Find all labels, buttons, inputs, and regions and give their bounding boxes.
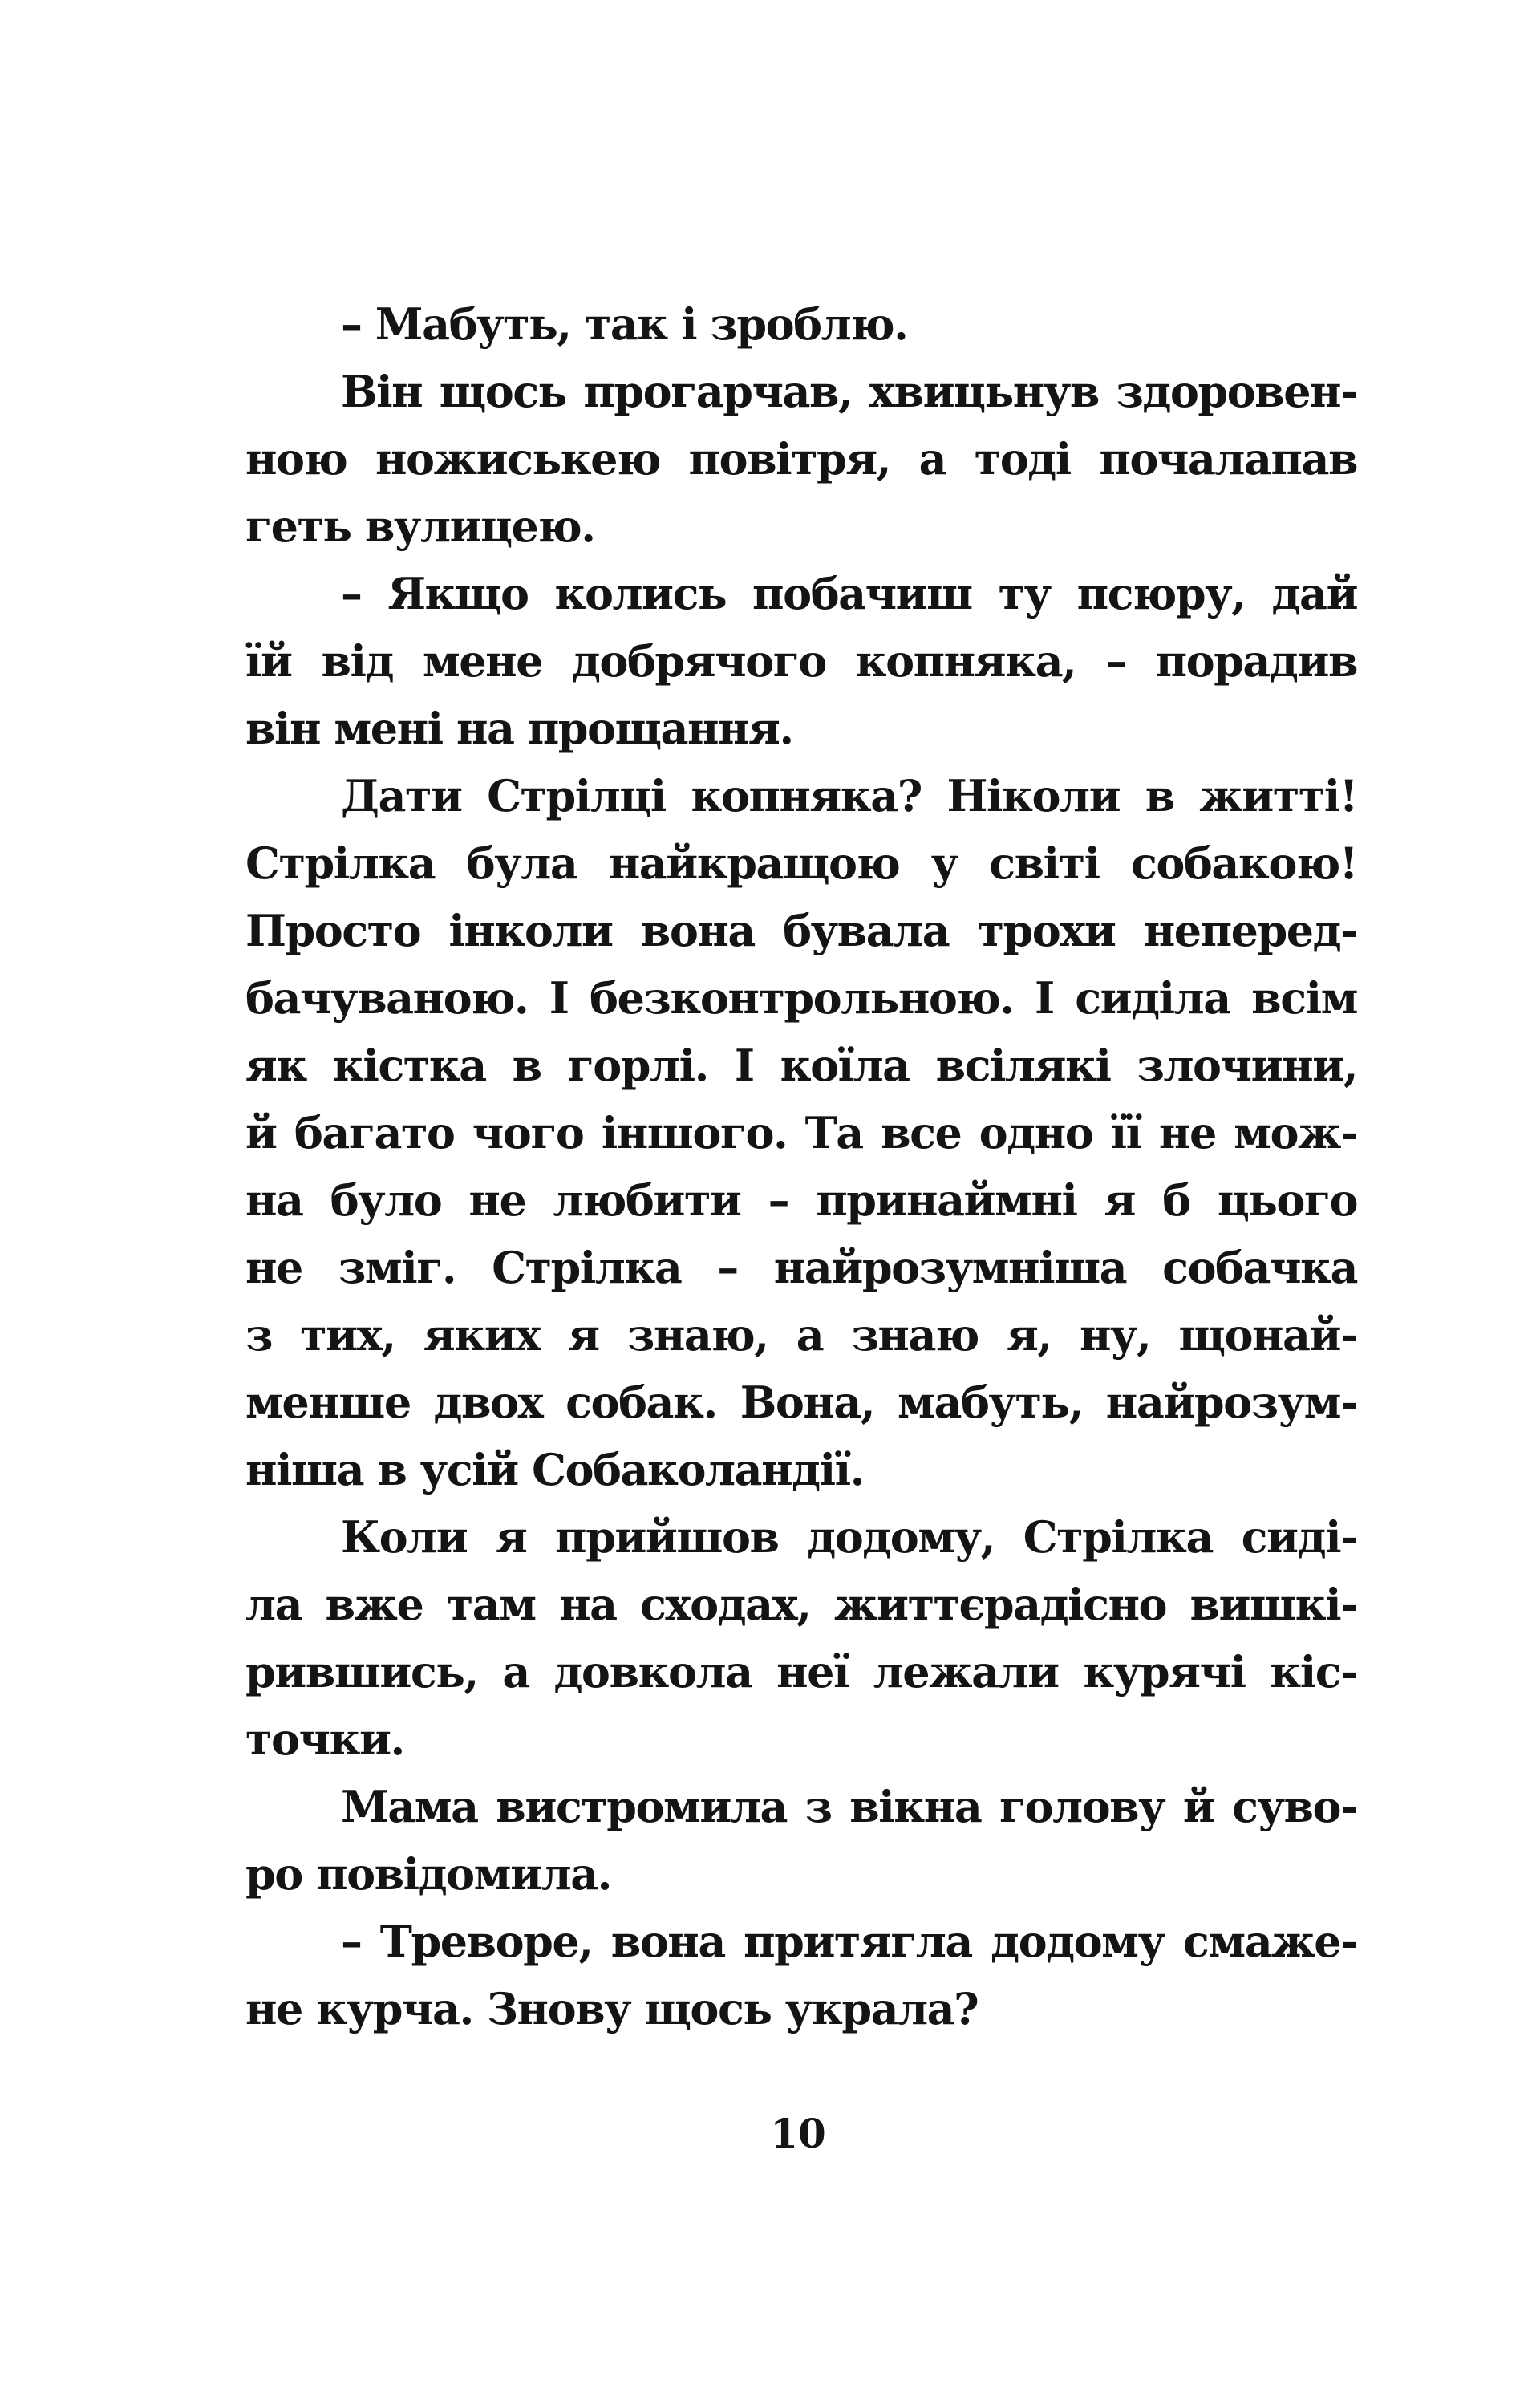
text-line: менше двох собак. Вона, мабуть, найрозум- — [245, 1377, 1357, 1428]
text-line: не курча. Знову щось украла? — [245, 1983, 979, 2034]
text-line: з тих, яких я знаю, а знаю я, ну, щонай- — [245, 1309, 1357, 1361]
body-text — [245, 290, 1357, 2042]
text-line: він мені на прощання. — [245, 703, 793, 754]
text-line: ніша в усій Собаколандії. — [245, 1444, 864, 1495]
text-line: Він щось прогарчав, хвицьнув здоровен- — [341, 366, 1357, 417]
text-line: Стрілка була найкращою у світі собакою! — [245, 838, 1357, 889]
text-line: Мама вистромила з вікна голову й суво- — [341, 1781, 1357, 1832]
text-line: й багато чого іншого. Та все одно її не мож- — [245, 1107, 1357, 1158]
text-line: як кістка в горлі. І коїла всілякі злочини, — [245, 1040, 1357, 1091]
text-line: точки. — [245, 1714, 404, 1765]
text-line: – Мабуть, так і зроблю. — [341, 298, 908, 350]
text-line: не зміг. Стрілка – найрозумніша собачка — [245, 1242, 1357, 1293]
text-line: рившись, а довкола неї лежали курячі кіс- — [245, 1646, 1357, 1697]
text-line: їй від мене добрячого копняка, – порадив — [245, 635, 1357, 687]
text-line: Коли я прийшов додому, Стрілка сиді- — [341, 1511, 1357, 1563]
text-line: геть вулицею. — [245, 501, 595, 552]
page-number-value: 10 — [770, 2110, 826, 2157]
text-line: бачуваною. І безконтрольною. І сиділа всім — [245, 972, 1357, 1024]
page-number — [0, 2110, 1540, 2158]
text-line: ла вже там на сходах, життєрадісно вишкі- — [245, 1579, 1357, 1630]
text-line: Просто інколи вона бувала трохи неперед- — [245, 905, 1357, 956]
text-line: – Якщо колись побачиш ту псюру, дай — [341, 568, 1357, 619]
text-line: Дати Стрілці копняка? Ніколи в житті! — [341, 770, 1357, 821]
text-line: ною ножиськею повітря, а тоді почалапав — [245, 433, 1357, 485]
text-line: ро повідомила. — [245, 1848, 611, 1900]
text-line: на було не любити – принаймні я б цього — [245, 1174, 1357, 1226]
text-line: – Треворе, вона притягла додому смаже- — [341, 1916, 1357, 1967]
